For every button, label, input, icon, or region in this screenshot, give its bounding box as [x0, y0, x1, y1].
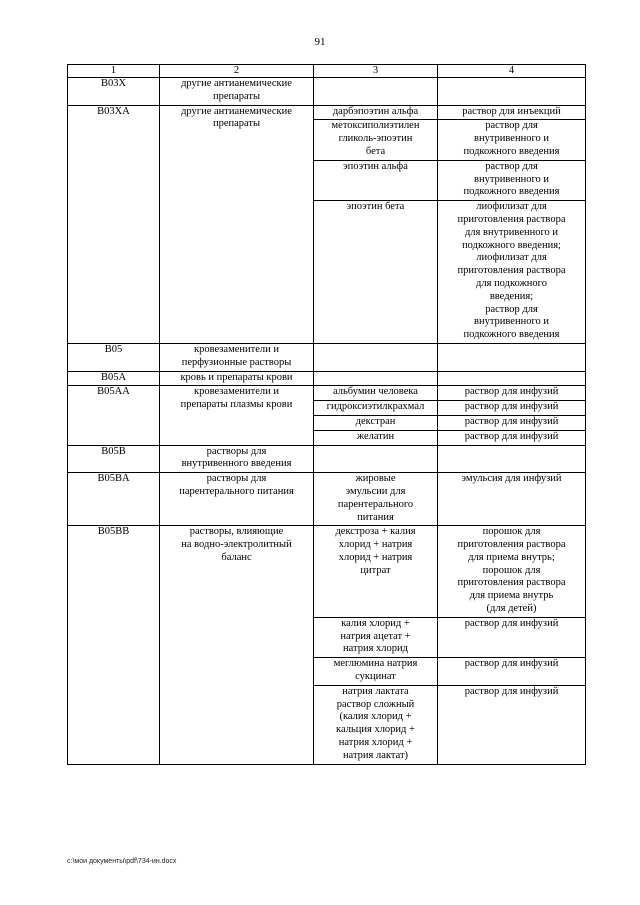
dosage-form: раствор для инфузий — [438, 658, 586, 686]
header-col-1: 1 — [68, 65, 160, 78]
table-row — [68, 473, 586, 526]
atc-group: другие антианемические препараты — [160, 105, 314, 343]
atc-code: B05A — [68, 371, 160, 386]
drug-name: декстран — [314, 415, 438, 430]
empty-cell — [314, 343, 438, 371]
atc-group: кровезаменители и перфузионные растворы — [160, 343, 314, 371]
header-col-2: 2 — [160, 65, 314, 78]
drug-name: эпоэтин альфа — [314, 160, 438, 200]
dosage-form: раствор для инфузий — [438, 685, 586, 764]
dosage-form: раствор для инфузий — [438, 386, 586, 401]
empty-cell — [314, 445, 438, 473]
table-row — [68, 78, 586, 106]
atc-code: B03XA — [68, 105, 160, 343]
table-row — [68, 343, 586, 371]
table-row — [68, 371, 586, 386]
table-row — [68, 386, 586, 401]
drug-name: натрия лактата раствор сложный (калия хлорид + кальция хлорид + натрия хлорид + натрия лактат) — [314, 685, 438, 764]
dosage-form: раствор для инфузий — [438, 415, 586, 430]
dosage-form: раствор для инфузий — [438, 430, 586, 445]
drug-name: желатин — [314, 430, 438, 445]
atc-group: растворы для парентерального питания — [160, 473, 314, 526]
atc-code: B05B — [68, 445, 160, 473]
atc-group: кровь и препараты крови — [160, 371, 314, 386]
header-col-3: 3 — [314, 65, 438, 78]
drug-name: декстроза + калия хлорид + натрия хлорид + натрия цитрат — [314, 526, 438, 618]
dosage-form: раствор для инфузий — [438, 401, 586, 416]
table-row — [68, 445, 586, 473]
drug-name: дарбэпоэтин альфа — [314, 105, 438, 120]
atc-group: другие антианемические препараты — [160, 78, 314, 106]
dosage-form: порошок для приготовления раствора для приема внутрь; порошок для приготовления раствора для приема внутрь (для детей) — [438, 526, 586, 618]
table-header-row — [68, 65, 586, 78]
dosage-form: эмульсия для инфузий — [438, 473, 586, 526]
empty-cell — [438, 343, 586, 371]
drug-name: альбумин человека — [314, 386, 438, 401]
drug-name: меглюмина натрия сукцинат — [314, 658, 438, 686]
drug-name: жировые эмульсии для парентерального питания — [314, 473, 438, 526]
atc-code: B05 — [68, 343, 160, 371]
footer-file-path: c:\мои документы\pdf\734-ин.docx — [67, 858, 177, 865]
atc-group: растворы для внутривенного введения — [160, 445, 314, 473]
drug-name: метоксиполиэтилен гликоль-эпоэтин бета — [314, 120, 438, 160]
dosage-form: лиофилизат для приготовления раствора для внутривенного и подкожного введения; лиофилизат для приготовления раствора для подкожного введения; раствор для внутривенного и подкожного введения — [438, 201, 586, 344]
empty-cell — [314, 78, 438, 106]
header-col-4: 4 — [438, 65, 586, 78]
table-row — [68, 105, 586, 120]
atc-code: B05BA — [68, 473, 160, 526]
drug-name: эпоэтин бета — [314, 201, 438, 344]
atc-group: растворы, влияющие на водно-электролитный баланс — [160, 526, 314, 764]
drug-table — [67, 64, 586, 765]
empty-cell — [438, 78, 586, 106]
atc-code: B05AA — [68, 386, 160, 445]
empty-cell — [438, 445, 586, 473]
atc-group: кровезаменители и препараты плазмы крови — [160, 386, 314, 445]
atc-code: B03X — [68, 78, 160, 106]
drug-name: гидроксиэтилкрахмал — [314, 401, 438, 416]
dosage-form: раствор для внутривенного и подкожного введения — [438, 160, 586, 200]
atc-code: B05BB — [68, 526, 160, 764]
table-row — [68, 526, 586, 618]
drug-name: калия хлорид + натрия ацетат + натрия хлорид — [314, 617, 438, 657]
dosage-form: раствор для инъекций — [438, 105, 586, 120]
dosage-form: раствор для инфузий — [438, 617, 586, 657]
empty-cell — [438, 371, 586, 386]
page-number: 91 — [314, 36, 326, 48]
empty-cell — [314, 371, 438, 386]
dosage-form: раствор для внутривенного и подкожного введения — [438, 120, 586, 160]
